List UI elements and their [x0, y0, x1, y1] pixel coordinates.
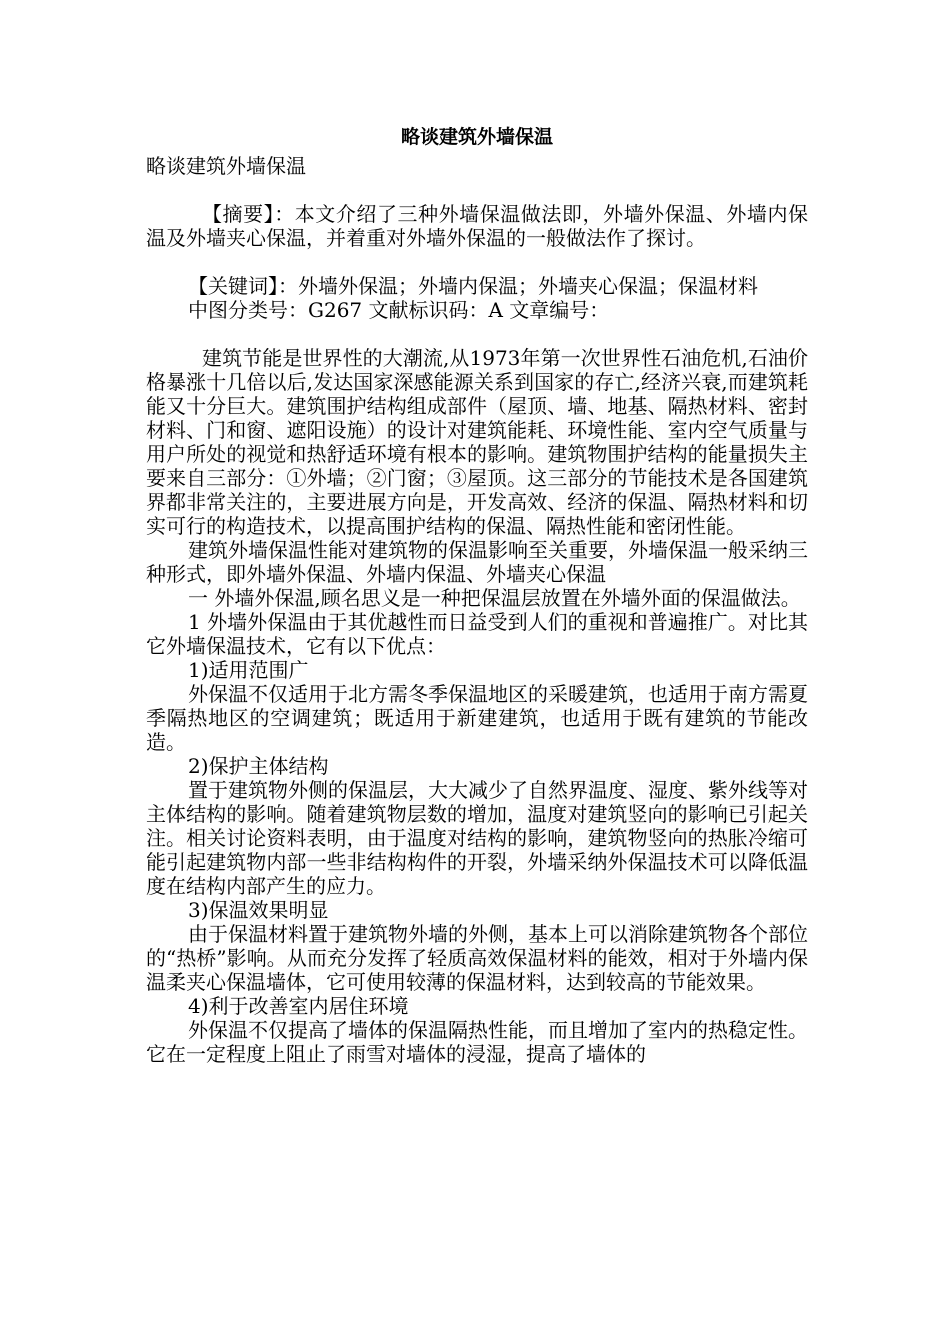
body-paragraph: 外保温不仅适用于北方需冬季保温地区的采暖建筑，也适用于南方需夏季隔热地区的空调建筑；既适用于新建建筑，也适用于既有建筑的节能改造。	[146, 682, 808, 754]
body-paragraph: 1 外墙外保温由于其优越性而日益受到人们的重视和普遍推广。对比其它外墙保温技术，它有以下优点：	[146, 610, 808, 658]
keywords-paragraph: 【关键词】：外墙外保温；外墙内保温；外墙夹心保温；保温材料	[188, 274, 758, 298]
subsection-heading: 2)保护主体结构	[188, 754, 329, 778]
body-paragraph: 建筑节能是世界性的大潮流,从1973年第一次世界性石油危机,石油价格暴涨十几倍以后,发达国家深感能源关系到国家的存亡,经济兴衰,而建筑耗能又十分巨大。建筑围护结构组成部件（屋顶、墙、地基、隔热材料、密封材料、门和窗、遮阳设施）的设计对建筑能耗、环境性能、室内空气质量与用户所处的视觉和热舒适环境有根本的影响。建筑物围护结构的能量损失主要来自三部分：①外墙；②门窗；③屋顶。这三部分的节能技术是各国建筑界都非常关注的，主要进展方向是，开发高效、经济的保温、隔热材料和切实可行的构造技术，以提高围护结构的保温、隔热性能和密闭性能。	[146, 346, 808, 538]
abstract-paragraph: 【摘要】：本文介绍了三种外墙保温做法即，外墙外保温、外墙内保温及外墙夹心保温，并着重对外墙外保温的一般做法作了探讨。	[146, 202, 808, 250]
section-heading: 一 外墙外保温,顾名思义是一种把保温层放置在外墙外面的保温做法。	[188, 586, 801, 610]
document-subtitle: 略谈建筑外墙保温	[146, 154, 306, 178]
body-paragraph: 由于保温材料置于建筑物外墙的外侧，基本上可以消除建筑物各个部位的“热桥”影响。从而充分发挥了轻质高效保温材料的能效，相对于外墙内保温柔夹心保温墙体，它可使用较薄的保温材料，达到较高的节能效果。	[146, 922, 808, 994]
body-paragraph: 置于建筑物外侧的保温层，大大减少了自然界温度、湿度、紫外线等对主体结构的影响。随着建筑物层数的增加，温度对建筑竖向的影响已引起关注。相关讨论资料表明，由于温度对结构的影响，建筑物竖向的热胀冷缩可能引起建筑物内部一些非结构构件的开裂，外墙采纳外保温技术可以降低温度在结构内部产生的应力。	[146, 778, 808, 898]
document-title: 略谈建筑外墙保温	[400, 126, 553, 148]
classification-line: 中图分类号：G267 文献标识码：A 文章编号：	[188, 298, 610, 322]
document-page	[146, 120, 808, 1066]
body-paragraph: 外保温不仅提高了墙体的保温隔热性能，而且增加了室内的热稳定性。它在一定程度上阻止了雨雪对墙体的浸湿，提高了墙体的	[146, 1018, 808, 1066]
body-paragraph: 建筑外墙保温性能对建筑物的保温影响至关重要，外墙保温一般采纳三种形式，即外墙外保温、外墙内保温、外墙夹心保温	[146, 538, 808, 586]
subsection-heading: 4)利于改善室内居住环境	[188, 994, 409, 1018]
subsection-heading: 3)保温效果明显	[188, 898, 329, 922]
subsection-heading: 1)适用范围广	[188, 658, 309, 682]
